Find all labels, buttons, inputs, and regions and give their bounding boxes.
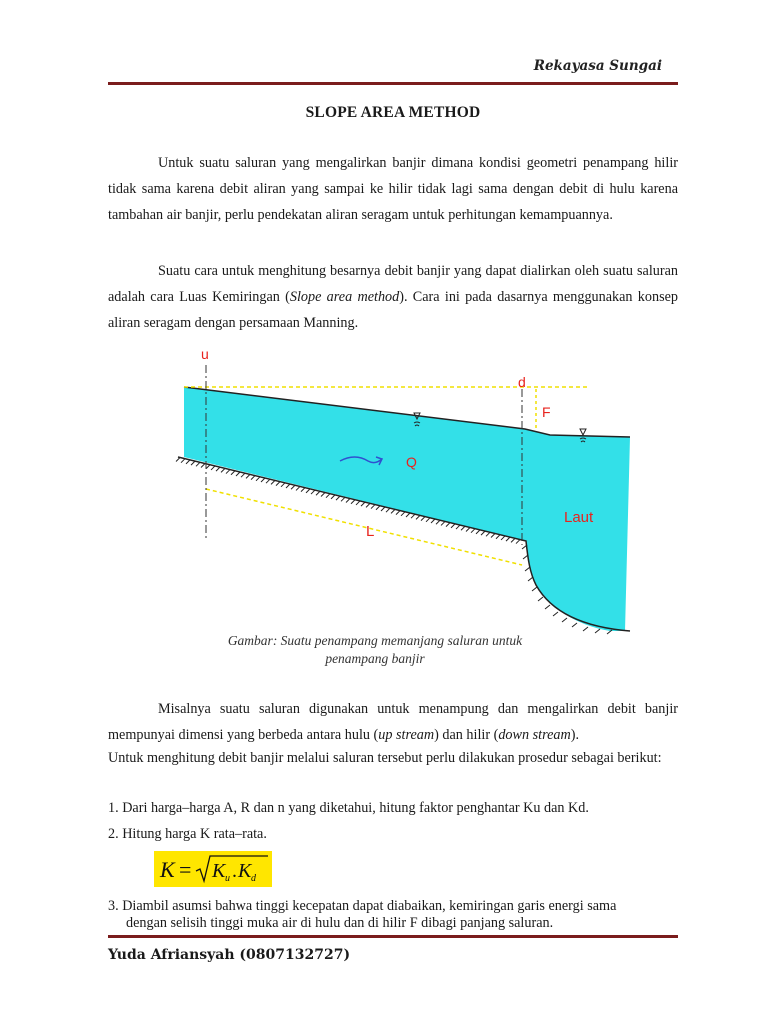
caption-line-1: Gambar: Suatu penampang memanjang saluran untuk: [227, 633, 523, 648]
formula-k-average: [154, 851, 272, 887]
channel-diagram: [170, 345, 640, 635]
formula-box: [154, 851, 272, 887]
label-u: u: [201, 346, 209, 362]
paragraph-3-emphasis-upstream: up stream: [378, 727, 435, 743]
footer-rule: [108, 935, 678, 938]
footer-author: Yuda Afriansyah (0807132727): [108, 947, 351, 963]
caption-line-2: penampang banjir: [325, 651, 425, 666]
figure-caption: [180, 632, 570, 668]
formula-k: K: [160, 857, 175, 882]
label-F: F: [542, 404, 551, 420]
header-title: Rekayasa Sungai: [533, 58, 662, 74]
list-item-3-line-2: dengan selisih tinggi muka air di hulu dan di hilir F dibagi panjang saluran.: [126, 915, 554, 931]
label-laut: Laut: [564, 509, 594, 526]
label-d: d: [518, 374, 526, 390]
formula-ku: K: [212, 860, 226, 882]
label-L: L: [366, 523, 375, 540]
paragraph-3: [108, 696, 678, 748]
list-item-2: 2. Hitung harga K rata–rata.: [108, 826, 267, 842]
page-heading: SLOPE AREA METHOD: [305, 104, 481, 121]
paragraph-3-text: Misalnya suatu saluran digunakan untuk menampung dan mengalirkan debit banjir mempunyai dimensi yang berbeda antara hulu (: [108, 701, 678, 743]
list-item-1: 1. Dari harga–harga A, R dan n yang diketahui, hitung faktor penghantar Ku dan Kd.: [108, 800, 589, 816]
paragraph-2-text-b: ). Cara ini pada dasarnya menggunakan konsep aliran seragam dengan persamaan Manning.: [108, 289, 678, 331]
formula-sub-d: d: [251, 873, 256, 884]
paragraph-3-end: ).: [570, 727, 579, 743]
formula-kd: K: [238, 860, 252, 882]
formula-sub-u: u: [225, 873, 230, 884]
formula-dot: .: [232, 860, 237, 882]
formula-equals: =: [179, 857, 192, 882]
paragraph-3-mid: ) dan hilir (: [434, 727, 499, 743]
paragraph-2: [108, 258, 678, 336]
label-Q: Q: [406, 454, 417, 470]
paragraph-4: Untuk menghitung debit banjir melalui saluran tersebut perlu dilakukan prosedur sebagai berikut:: [108, 750, 662, 766]
header-rule: [108, 82, 678, 85]
list-item-3-line-1: 3. Diambil asumsi bahwa tinggi kecepatan dapat diabaikan, kemiringan garis energi sama: [108, 898, 617, 914]
paragraph-2-emphasis: Slope area method: [289, 289, 400, 305]
paragraph-3-emphasis-downstream: down stream: [498, 727, 571, 743]
paragraph-1: Untuk suatu saluran yang mengalirkan banjir dimana kondisi geometri penampang hilir tidak sama karena debit aliran yang sampai ke hilir tidak lagi sama dengan debit di hulu karena tambahan air banjir, perlu pendekatan aliran seragam untuk perhitungan kemampuannya.: [108, 155, 678, 223]
paragraph-2-text-a: Suatu cara untuk menghitung besarnya debit banjir yang dapat dialirkan oleh suatu saluran adalah cara Luas Kemiringan (: [108, 263, 678, 305]
